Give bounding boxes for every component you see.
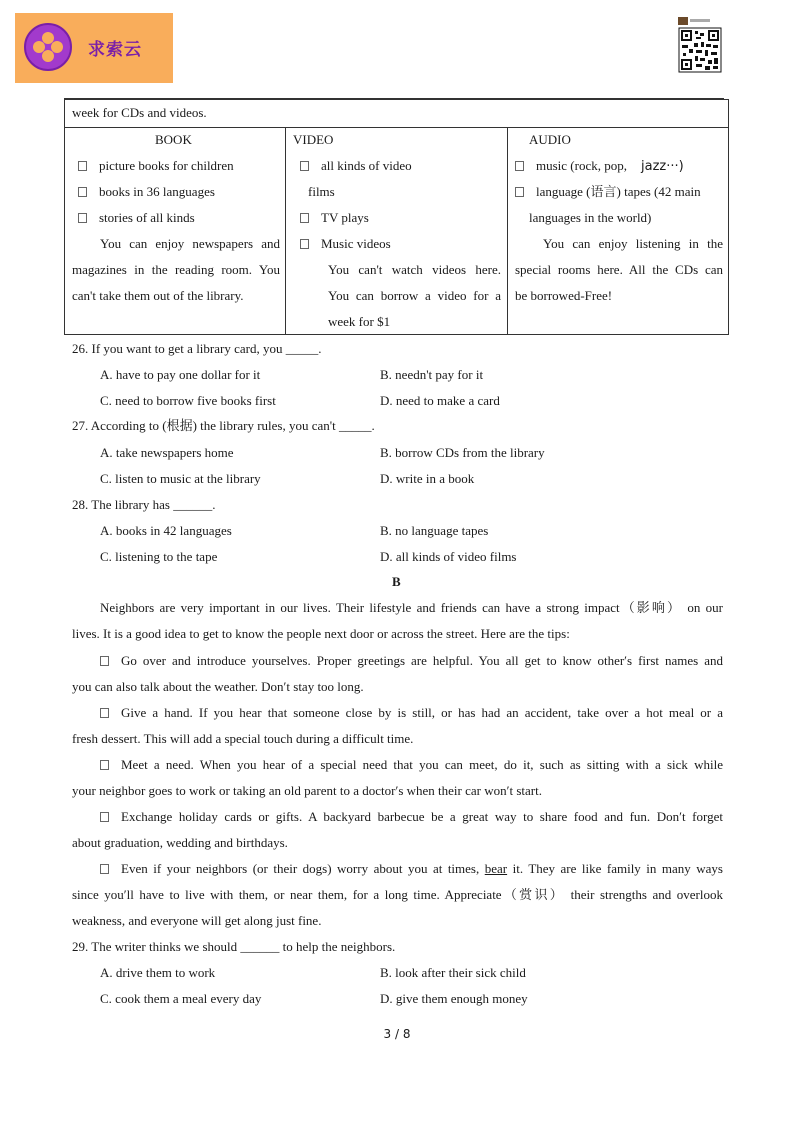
bullet-icon: [100, 708, 109, 718]
bullet-icon: [300, 161, 309, 171]
option-a: A. take newspapers home: [100, 445, 234, 460]
brand-logo: [15, 13, 173, 83]
book-heading: BOOK: [155, 132, 192, 147]
book-note-line: magazines in the reading room. You: [72, 262, 280, 277]
tip-line: since you′ll have to live with them, or near them, for a long time. Appreciate（赏识） their strengths and overlook: [72, 887, 723, 902]
option-c: C. listen to music at the library: [100, 471, 261, 486]
bullet-icon: [300, 239, 309, 249]
video-item: all kinds of video: [300, 156, 412, 176]
audio-note-line: You can enjoy listening in the: [543, 236, 723, 251]
option-b: B. borrow CDs from the library: [380, 445, 545, 460]
audio-heading: AUDIO: [529, 132, 571, 147]
tip-line: Even if your neighbors (or their dogs) worry about you at times, bear it. They are like family in many ways: [100, 859, 723, 879]
tip-line: you can also talk about the weather. Don′t stay too long.: [72, 679, 364, 694]
bullet-icon: [78, 161, 87, 171]
video-note-line: You can borrow a video for a: [328, 288, 501, 303]
qr-code-icon: [677, 16, 723, 76]
bullet-icon: [100, 656, 109, 666]
audio-item: music (rock, pop, jazz···): [515, 156, 684, 177]
video-item-cont: films: [308, 184, 335, 199]
bullet-icon: [300, 213, 309, 223]
question-stem: 27. According to (根据) the library rules, you can't _____.: [72, 418, 375, 433]
option-d: D. give them enough money: [380, 991, 528, 1006]
question-stem: 28. The library has ______.: [72, 497, 216, 512]
brand-name: 求索云: [88, 40, 142, 60]
bullet-icon: [78, 187, 87, 197]
option-d: D. write in a book: [380, 471, 475, 486]
option-c: C. cook them a meal every day: [100, 991, 262, 1006]
tip-line: fresh dessert. This will add a special touch during a difficult time.: [72, 731, 414, 746]
video-item: Music videos: [300, 234, 391, 254]
option-b: B. look after their sick child: [380, 965, 526, 980]
bullet-icon: [100, 864, 109, 874]
page-number: 3 / 8: [383, 1027, 411, 1041]
option-c: C. listening to the tape: [100, 549, 218, 564]
book-item: books in 36 languages: [78, 182, 215, 202]
option-d: D. need to make a card: [380, 393, 500, 408]
book-note-line: can't take them out of the library.: [72, 288, 244, 303]
video-note-line: You can't watch videos here.: [328, 262, 501, 277]
question-stem: 26. If you want to get a library card, you _____.: [72, 341, 322, 356]
section-label: B: [392, 574, 401, 589]
option-a: A. drive them to work: [100, 965, 216, 980]
book-item: picture books for children: [78, 156, 234, 176]
video-heading: VIDEO: [293, 132, 334, 147]
audio-item-cont: languages in the world): [529, 210, 652, 225]
tip-line: Go over and introduce yourselves. Proper greetings are helpful. You all get to know other′s first names and: [100, 651, 723, 671]
bullet-icon: [100, 760, 109, 770]
paragraph-line: lives. It is a good idea to get to know the people next door or across the street. Here are the tips:: [72, 626, 570, 641]
bullet-icon: [515, 161, 524, 171]
tip-line: weakness, and everyone will get along just fine.: [72, 913, 322, 928]
question-stem: 29. The writer thinks we should ______ to help the neighbors.: [72, 939, 396, 954]
video-item: TV plays: [300, 208, 369, 228]
audio-note-line: special rooms here. All the CDs can: [515, 262, 723, 277]
paragraph-line: Neighbors are very important in our lives. Their lifestyle and friends can have a strong impact（影响） on our: [100, 600, 723, 615]
option-b: B. no language tapes: [380, 523, 489, 538]
tip-line: Meet a need. When you hear of a special need that you can meet, do it, such as sitting with a sick while: [100, 755, 723, 775]
tip-line: Give a hand. If you hear that someone close by is still, or has had an accident, take over a hot meal or a: [100, 703, 723, 723]
bullet-icon: [78, 213, 87, 223]
bullet-icon: [515, 187, 524, 197]
option-a: A. books in 42 languages: [100, 523, 232, 538]
table-top-text: week for CDs and videos.: [72, 105, 207, 120]
tip-line: about graduation, wedding and birthdays.: [72, 835, 288, 850]
tip-line: your neighbor goes to work or taking an old parent to a doctor′s when their car won′t start.: [72, 783, 542, 798]
option-b: B. needn't pay for it: [380, 367, 484, 382]
video-note-line: week for $1: [328, 314, 391, 329]
book-item: stories of all kinds: [78, 208, 195, 228]
audio-item: language (语言) tapes (42 main: [515, 182, 701, 202]
flower-logo-icon: [24, 23, 72, 71]
book-note-line: You can enjoy newspapers and: [100, 236, 280, 251]
option-c: C. need to borrow five books first: [100, 393, 276, 408]
audio-note-line: be borrowed-Free!: [515, 288, 613, 303]
bullet-icon: [100, 812, 109, 822]
option-d: D. all kinds of video films: [380, 549, 517, 564]
option-a: A. have to pay one dollar for it: [100, 367, 261, 382]
tip-line: Exchange holiday cards or gifts. A backyard barbecue be a great way to share food and fun. Don′t forget: [100, 807, 723, 827]
